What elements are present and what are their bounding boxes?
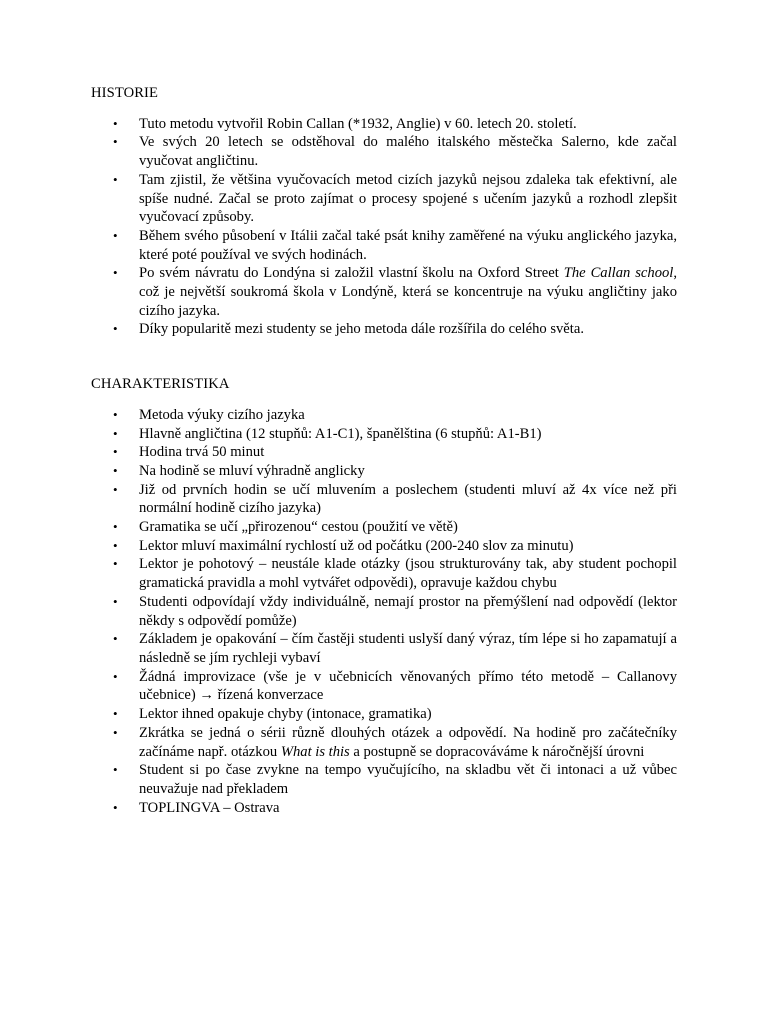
bullet-icon: • <box>113 425 118 441</box>
bullet-icon: • <box>113 171 118 187</box>
list-item <box>91 133 677 170</box>
bullet-icon: • <box>113 406 118 422</box>
list-item-text: Hlavně angličtina (12 stupňů: A1-C1), španělština (6 stupňů: A1-B1) <box>139 425 542 442</box>
list-item <box>91 320 677 339</box>
list-item-text: Ve svých 20 letech se odstěhoval do malého italského městečka Salerno, kde začal vyučovat angličtinu. <box>139 134 677 170</box>
bullet-icon: • <box>113 724 118 740</box>
bullet-icon: • <box>113 134 118 150</box>
bullet-icon: • <box>113 481 118 497</box>
list-item <box>91 668 677 705</box>
list-item <box>91 443 677 462</box>
section-heading-charakteristika: CHARAKTERISTIKA <box>91 376 230 393</box>
section-heading-historie: HISTORIE <box>91 85 159 101</box>
list-item-text: , což je největší soukromá škola v Londýně, která se koncentruje na výuku angličtiny jako cizího jazyka. <box>139 265 677 319</box>
bullet-icon: • <box>113 593 118 609</box>
list-item-text: Student si po čase zvykne na tempo vyučujícího, na skladbu vět či intonaci a už vůbec neuvažuje nad překladem <box>139 762 677 797</box>
bullet-icon: • <box>113 631 118 647</box>
list-item <box>91 115 677 134</box>
list-item-text: Tuto metodu vytvořil Robin Callan (*1932, Anglie) v 60. letech 20. století. <box>139 115 577 132</box>
list-item <box>91 799 677 818</box>
list-item <box>91 705 677 724</box>
list-item-text: Gramatika se učí „přirozenou“ cestou (použití ve větě) <box>139 519 458 536</box>
list-item <box>91 425 677 444</box>
list-item <box>91 724 677 761</box>
bullet-icon: • <box>113 799 118 815</box>
bullet-icon: • <box>113 444 118 460</box>
list-item-text: Lektor ihned opakuje chyby (intonace, gramatika) <box>139 706 432 723</box>
list-item <box>91 555 677 592</box>
list-item-text: Tam zjistil, že většina vyučovacích metod cizích jazyků nejsou zdaleka tak efektivní, ale spíše nudné. Začal se proto zajímat o procesy spojené s učením jazyků a rozhodl zlepšit vyučovací způsoby. <box>139 171 677 226</box>
list-item-text: TOPLINGVA – Ostrava <box>139 799 280 816</box>
list-item <box>91 761 677 798</box>
list-item <box>91 481 677 518</box>
list-item-text: Hodina trvá 50 minut <box>139 444 265 461</box>
list-item-text: Žádná improvizace (vše je v učebnicích věnovaných přímo této metodě – Callanovy učebnice) → řízená konverzace <box>139 668 677 704</box>
list-item <box>91 630 677 667</box>
list-item-text: Po svém návratu do Londýna si založil vlastní školu na Oxford Street <box>139 265 564 282</box>
bullet-icon: • <box>113 556 118 572</box>
list-item <box>91 593 677 630</box>
list-item-text: Již od prvních hodin se učí mluvením a poslechem (studenti mluví až 4x více než při normální hodině cizího jazyka) <box>139 481 677 517</box>
bullet-icon: • <box>113 462 118 478</box>
bullet-icon: • <box>113 265 118 281</box>
list-item-text: Na hodině se mluví výhradně anglicky <box>139 462 365 479</box>
list-item-italic-text: What is this <box>280 743 350 760</box>
list-item <box>91 171 677 227</box>
historie-list <box>91 115 677 339</box>
list-item-text: a postupně se dopracováváme k náročnější úrovni <box>349 743 645 760</box>
bullet-icon: • <box>113 668 118 684</box>
list-item-text: Základem je opakování – čím častěji studenti uslyší daný výraz, tím lépe si ho zapamatují a následně se jím rychleji vybaví <box>139 631 677 666</box>
bullet-icon: • <box>113 537 118 553</box>
list-item-text: Lektor mluví maximální rychlostí už od počátku (200-240 slov za minutu) <box>139 537 574 554</box>
charakteristika-list <box>91 406 677 817</box>
list-item-text: Studenti odpovídají vždy individuálně, nemají prostor na přemýšlení nad odpovědí (lektor někdy s odpovědí pomůže) <box>139 593 677 629</box>
bullet-icon: • <box>113 227 118 243</box>
list-item-text: Metoda výuky cizího jazyka <box>139 406 305 423</box>
list-item <box>91 406 677 425</box>
bullet-icon: • <box>113 321 118 337</box>
bullet-icon: • <box>113 519 118 535</box>
list-item <box>91 462 677 481</box>
list-item <box>91 537 677 556</box>
document-page <box>91 84 677 817</box>
list-item-text: Díky popularitě mezi studenty se jeho metoda dále rozšířila do celého světa. <box>139 321 584 338</box>
list-item-italic-text: The Callan school <box>563 265 674 282</box>
list-item-text: Během svého působení v Itálii začal také psát knihy zaměřené na výuku anglického jazyka, které poté používal ve svých hodinách. <box>139 227 677 263</box>
list-item-text: Lektor je pohotový – neustále klade otázky (jsou strukturovány tak, aby student pochopil gramatická pravidla a mohl vytvářet odpovědi), opravuje každou chybu <box>139 556 677 592</box>
list-item <box>91 264 677 320</box>
bullet-icon: • <box>113 115 118 131</box>
list-item <box>91 227 677 264</box>
bullet-icon: • <box>113 706 118 722</box>
list-item-text: Zkrátka se jedná o sérii různě dlouhých otázek a odpovědí. Na hodině pro začátečníky začínáme např. otázkou <box>139 724 677 760</box>
bullet-icon: • <box>113 762 118 778</box>
list-item <box>91 518 677 537</box>
